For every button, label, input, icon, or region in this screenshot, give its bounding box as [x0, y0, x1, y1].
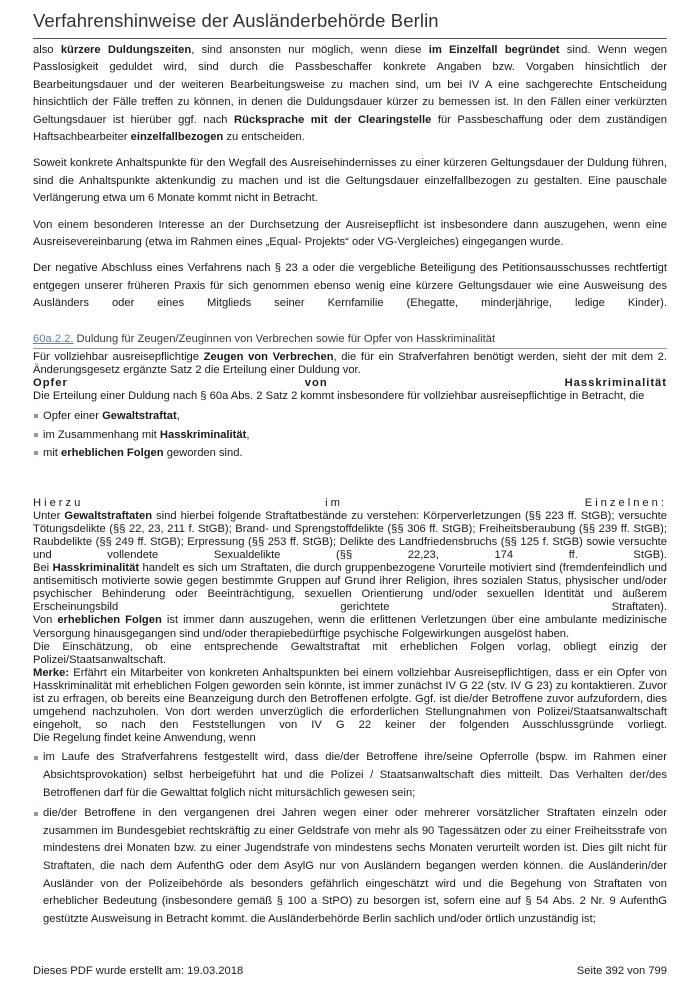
bold-term: Gewaltstraftaten: [64, 509, 153, 522]
criteria-text: [43, 447, 243, 459]
paragraph-gewaltstraftaten: [33, 510, 667, 562]
text-run: ,: [176, 410, 180, 423]
bold-term: im Einzelfall begründet: [428, 44, 560, 56]
paragraph-hasskriminalitaet: [33, 562, 667, 614]
criteria-list: [33, 407, 667, 463]
paragraph-merke: [33, 667, 667, 732]
exclusion-text: die/der Betroffene in den vergangenen drei Jahren wegen einer oder mehrerer vorsätzlicher Straftaten einzeln oder zusammen im Bundesgebiet rechtskräftig zu einer Geldstrafe von mehr als 90 Tagessätzen oder zu einer Freiheitsstrafe von mindestens drei Monaten bzw. zu einer Jugendstrafe von mindestens sechs Monaten verurteilt worden ist. Dies gilt nicht für Straftaten, die nach dem AufenthG oder dem AsylG nur von Ausländern begangen werden können. die Ausländerin/der Ausländer von der Polizeibehörde als besonders gefährlich eingeschätzt wird und die Begehung von Straftaten von erheblicher Bedeutung (insbesondere gemäß § 100 a StPO) zu besorgen ist, sofern eine auf § 54 Abs. 2 Nr. 9 AufenthG gestützte Ausweisung in Betracht kommt. die Ausländerbehörde Berlin sachlich und/oder örtlich unzuständig ist;: [43, 807, 667, 925]
text-run: geworden sind.: [163, 447, 243, 460]
list-item: [33, 426, 667, 445]
document-title: Verfahrenshinweise der Ausländerbehörde Berlin: [33, 10, 439, 31]
text-run: mit: [43, 447, 62, 460]
text-run: für Passbeschaffung oder dem zuständigen Haftsachbearbeiter: [33, 113, 667, 144]
exclusion-list: [33, 749, 667, 928]
bold-term: einzelfallbezogen: [130, 131, 224, 144]
bold-term: erheblichen Folgen: [61, 447, 164, 460]
bold-term: erheblichen Folgen: [57, 614, 162, 627]
opfer-heading: Opfer von Hasskriminalität: [33, 376, 667, 389]
paragraph-opfer-intro: Die Erteilung einer Duldung nach § 60a Abs. 2 Satz 2 kommt insbesondere für vollziehbar ausreisepflichtige in Betracht, die: [33, 389, 645, 402]
bullet-icon: [34, 451, 38, 455]
criteria-text: [43, 410, 180, 422]
text-run: sind hierbei folgende Straftatbestände zu verstehen: Körperverletzungen (§§ 223 ff. StGB); versuchte Tötungsdelikte (§§ 22, 23, 211 f. StGB); Brand- und Sprengstoffdelikte (§§ 306 ff. StGB); Freiheitsberaubung (§§ 239 ff. StGB); Raubdelikte (§§ 249 ff. StGB); Erpressung (§§ 253 ff. StGB); Delikte des Landfriedensbruchs (§§ 125 f. StGB) sowie versuchte und vollendete Sexualdelikte (§§ 22,23, 174 ff. StGB).: [33, 509, 668, 561]
section-number-link[interactable]: 60a.2.2.: [33, 332, 74, 345]
text-run: ist immer dann auszugehen, wenn die erlittenen Verletzungen über eine ambulante medizinische Versorgung hinausgegangen sind und/oder therapiebedürftige psychische Folgewirkungen ausgelöst haben.: [33, 614, 667, 640]
bullet-icon: [34, 433, 38, 437]
text-run: also: [33, 44, 61, 56]
paragraph-intro-3: Von einem besonderen Interesse an der Durchsetzung der Ausreisepflicht ist insbesondere dann auszugehen, wenn eine Ausreisevereinbarung (etwa im Rahmen eines „Equal- Projekts“ oder VG-Vergleiches) eingegangen wurde.: [33, 218, 667, 249]
text-run: , sind ansonsten nur möglich, wenn diese: [191, 44, 429, 56]
paragraph-intro-4: Der negative Abschluss eines Verfahrens nach § 23 a oder die vergebliche Beteiligung des Petitionsausschusses rechtfertigt entgegen unserer früheren Praxis für sich genommen ebenso wenig eine kürzere Geltungsdauer wie eine Ausweisung des Ausländers oder eines Mitglieds seiner Kernfamilie (Ehegatte, minderjährige, ledige Kinder).: [33, 262, 667, 310]
paragraph-intro-1: [33, 42, 667, 146]
bold-term: Hasskriminalität: [52, 562, 140, 575]
bold-term: Hasskriminalität: [159, 428, 247, 441]
hierzu-heading: Hierzu im Einzelnen:: [33, 496, 667, 509]
bold-term: Zeugen von Verbrechen: [203, 350, 334, 363]
criteria-text: [43, 429, 249, 441]
page-number: Seite 392 von 799: [576, 965, 667, 977]
bullet-icon: [34, 756, 38, 760]
text-run: zu entscheiden.: [223, 131, 305, 144]
list-item: [33, 407, 667, 426]
bold-term: Gewaltstraftat: [102, 410, 177, 423]
section-title: Duldung für Zeugen/Zeuginnen von Verbrechen sowie für Opfer von Hasskriminalität: [73, 332, 496, 345]
text-run: , die für ein Strafverfahren benötigt werden, sieht der mit dem 2. Änderungsgesetz ergänzte Satz 2 die Erteilung einer Duldung vor.: [33, 350, 667, 376]
text-run: Opfer einer: [43, 410, 103, 423]
bold-term: Rücksprache mit der Clearingstelle: [234, 113, 432, 126]
paragraph-intro-2: Soweit konkrete Anhaltspunkte für den Wegfall des Ausreisehindernisses zu einer kürzeren Geltungsdauer der Duldung führen, sind die Anhaltspunkte aktenkundig zu machen und ist die Geltungsdauer einzelfallbezogen zu gestalten. Eine pauschale Verlängerung etwa um 6 Monate kommt nicht in Betracht.: [33, 157, 667, 205]
text-run: sind. Wenn wegen Passlosigkeit geduldet wird, sind durch die Passbeschaffer konkrete Angaben bzw. Vorgaben hinsichtlich der Bearbeitungsdauer und der weiteren Bearbeitungsweise zu machen sind, um bei IV A eine sachgerechte Entscheidung hinsichtlich der Fälle treffen zu können, in denen die Duldungsdauer kürzer zu bemessen ist. In den Fällen einer verkürzten Geltungsdauer ist hierüber ggf. nach: [33, 44, 667, 126]
text-run: Bei: [33, 562, 53, 575]
paragraph-regelung: Die Regelung findet keine Anwendung, wenn: [33, 732, 256, 745]
paragraph-zeugen: [33, 351, 667, 377]
list-item: [33, 805, 667, 928]
main-content: [33, 42, 667, 934]
text-run: ,: [246, 428, 250, 441]
exclusion-text: im Laufe des Strafverfahrens festgestellt wird, dass die/der Betroffene ihre/seine Opferrolle (bspw. im Rahmen einer Absichtsprovokation) selbst herbeigeführt hat und die Polizei / Staatsanwaltschaft dies mitteilt. Das Verhalten der/des Betroffenen darf für die Gewalttat folglich nicht mitursächlich gewesen sein;: [43, 751, 667, 799]
paragraph-einschaetzung: Die Einschätzung, ob eine entsprechende Gewaltstraftat mit erheblichen Folgen vorlag, obliegt einzig der Polizei/Staatsanwaltschaft.: [33, 640, 667, 666]
section-heading: [33, 332, 667, 349]
bullet-icon: [34, 812, 38, 816]
text-run: handelt es sich um Straftaten, die durch gruppenbezogene Vorurteile motiviert sind (fremdenfeindlich und antisemitisch motivierte sowie gegen bestimmte Gruppen auf Grund ihrer Religion, ihres sozialen Status, physischer und/oder psychischer Behinderung oder Beeinträchtigung, sexuellen Orientierung und/oder sexuellen Identität und äußerem Erscheinungsbild gerichtete Straftaten).: [33, 562, 667, 614]
list-item: [33, 749, 667, 802]
page-footer: [33, 965, 667, 977]
bullet-icon: [34, 414, 38, 418]
page-header: [33, 10, 667, 39]
merke-text: Erfährt ein Mitarbeiter von konkreten Anhaltspunkten bei einem vollziehbar Ausreisepflichtigen, dass er ein Opfer von Hasskriminalität mit erheblichen Folgen geworden sein könnte, ist immer zunächst IV G 22 (stv. IV G 23) zu kontaktieren. Zuvor ist zu erfragen, ob bereits eine Beanzeigung durch den Betroffenen erfolgte. Ggf. ist die/der Betroffene zuvor aufzufordern, dies umgehend nachzuholen. Von dort werden unverzüglich die erforderlichen Stellungnahmen von Polizei/Staatsanwaltschaft eingeholt, so nach den Feststellungen von IV G 22 keiner der folgenden Ausschlussgründe vorliegt.: [33, 666, 667, 732]
bold-term: kürzere Duldungszeiten: [60, 44, 192, 56]
text-run: Von: [33, 614, 58, 627]
text-run: Für vollziehbar ausreisepflichtige: [33, 350, 204, 363]
text-run: im Zusammenhang mit: [43, 428, 160, 441]
paragraph-erhebliche-folgen: [33, 614, 667, 640]
text-run: Unter: [33, 509, 65, 522]
creation-date: Dieses PDF wurde erstellt am: 19.03.2018: [33, 965, 244, 977]
merke-label: Merke:: [33, 666, 70, 679]
list-item: [33, 444, 667, 463]
